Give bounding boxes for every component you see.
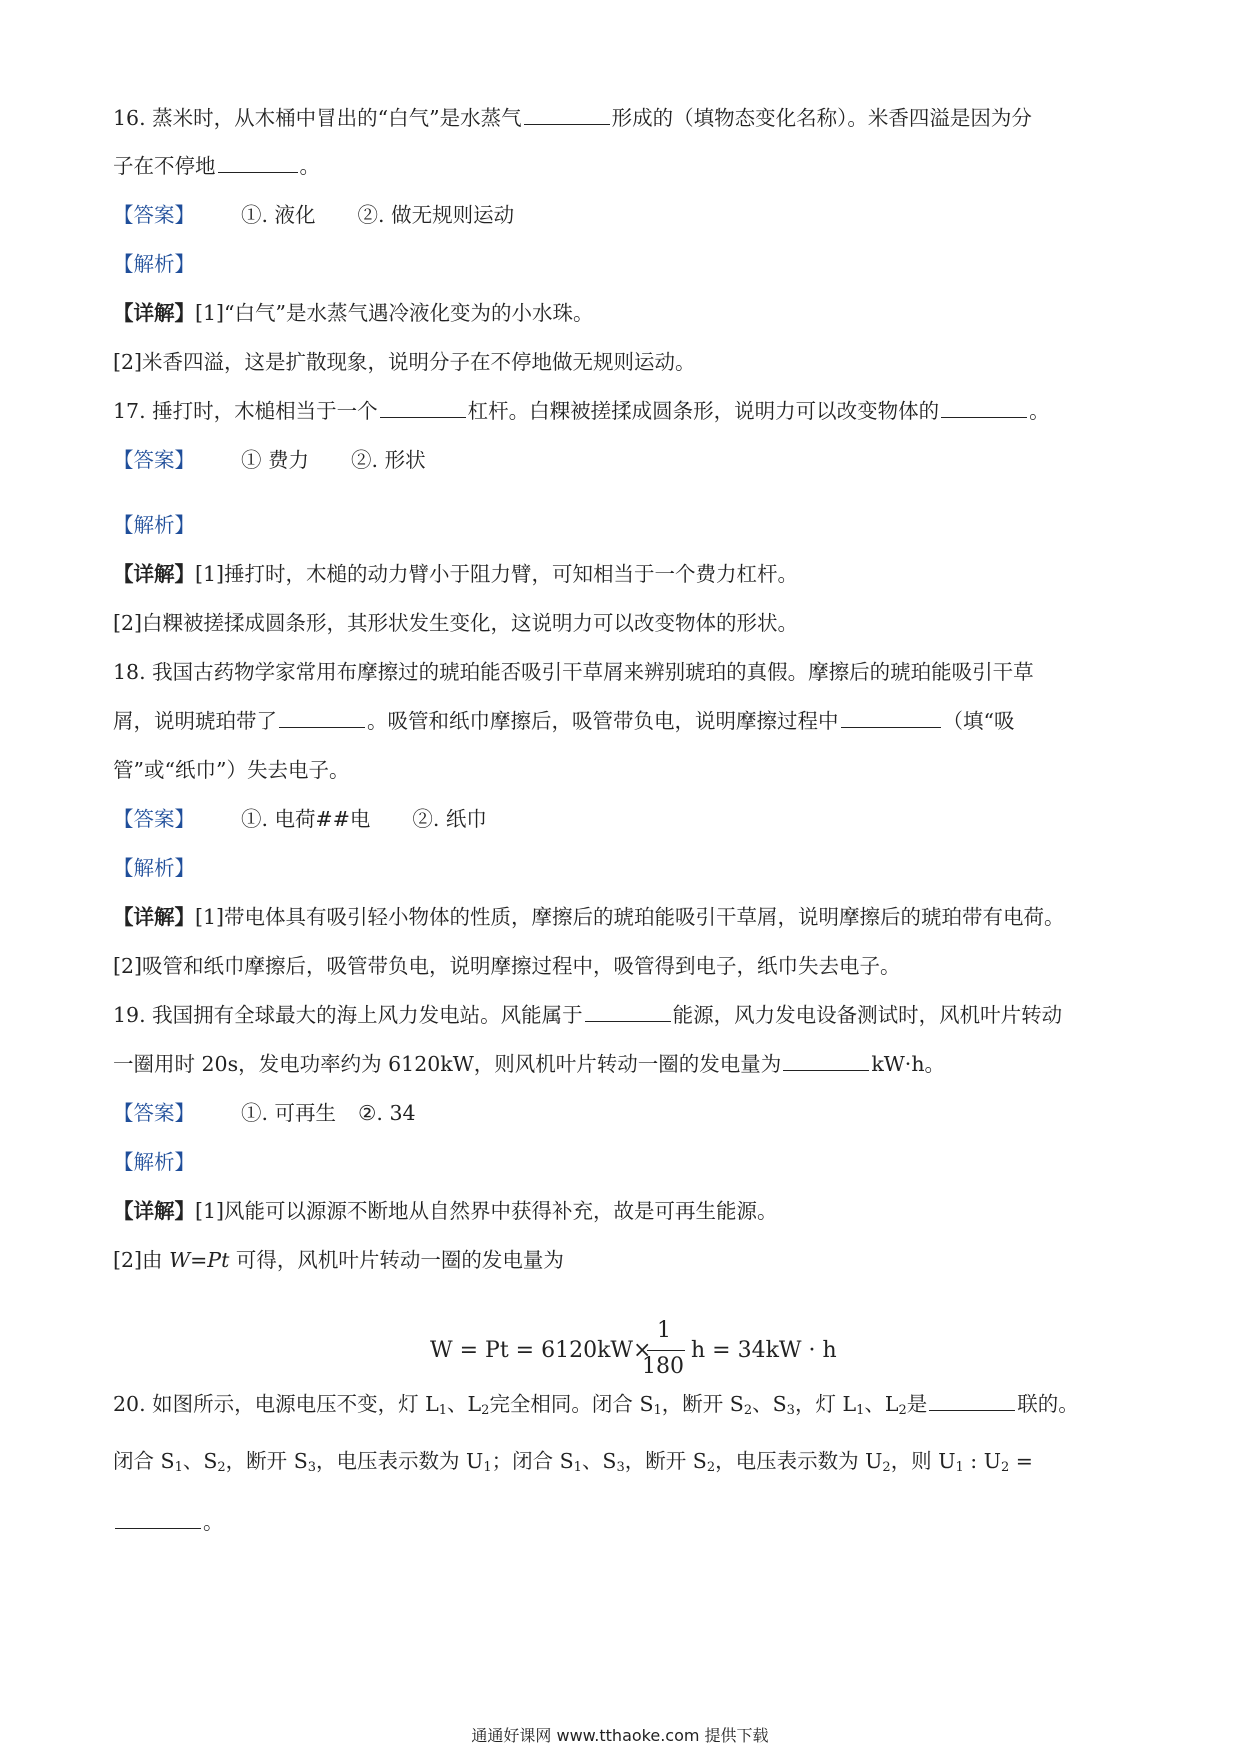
q16-detail-2: [2]米香四溢，这是扩散现象，说明分子在不停地做无规则运动。 [113,350,696,374]
q18-blank-2 [841,707,941,728]
q16-stem-line2: 子在不停地 。 [113,154,320,178]
q17-detail-2: [2]白粿被搓揉成圆条形，其形状发生变化，这说明力可以改变物体的形状。 [113,611,799,635]
q16-answer: 【答案】 ①. 液化 ②. 做无规则运动 [113,203,515,227]
formula-denominator: 180 [642,1354,684,1379]
q16-blank-1 [524,104,610,125]
q17-blank-2 [941,397,1027,418]
formula-numerator: 1 [657,1318,671,1343]
q18-blank-1 [279,707,365,728]
formula-fraction-bar [647,1350,685,1351]
q19-detail-1: 【详解】[1]风能可以源源不断地从自然界中获得补充，故是可再生能源。 [113,1199,778,1223]
q20-stem-line3: 。 [113,1507,224,1537]
q18-detail-2: [2]吸管和纸巾摩擦后，吸管带负电，说明摩擦过程中，吸管得到电子，纸巾失去电子。 [113,954,901,978]
q16-blank-2 [218,152,298,173]
q19-stem-line2: 一圈用时 20s，发电功率约为 6120kW，则风机叶片转动一圈的发电量为 kW·h。 [113,1052,946,1076]
q20-stem-line2: 闭合 $S_1$、$S_2$，断开 $S_3$，电压表示数为 $U_1$；闭合 $S_1$、$S_3$，断开 $S_2$，电压表示数为 $U_2$，则 $U_1$ : $U_2$ = [113,1449,1033,1475]
q17-analysis-tag: 【解析】 [113,513,195,537]
q17-detail-1: 【详解】[1]捶打时，木槌的动力臂小于阻力臂，可知相当于一个费力杠杆。 [113,562,799,586]
q18-stem-line3: 管”或“纸巾”）失去电子。 [113,758,350,782]
q17-blank-1 [380,397,466,418]
q19-stem-line1: 19. 我国拥有全球最大的海上风力发电站。风能属于 能源，风力发电设备测试时，风机叶片转动 [113,1003,1063,1027]
q19-detail-2: [2]由 W=Pt 可得，风机叶片转动一圈的发电量为 [113,1248,564,1272]
q19-answer: 【答案】 ①. 可再生 ②. 34 [113,1101,416,1125]
q20-blank-1 [929,1390,1015,1411]
formula-left: W = Pt = 6120kW× [430,1338,652,1363]
q17-answer: 【答案】 ① 费力 ②. 形状 [113,448,426,472]
q16-detail-1: 【详解】[1]“白气”是水蒸气遇冷液化变为的小水珠。 [113,301,594,325]
q18-analysis-tag: 【解析】 [113,856,195,880]
q20-blank-2 [115,1508,201,1529]
q16-stem-line1: 16. 蒸米时，从木桶中冒出的“白气”是水蒸气 形成的（填物态变化名称）。米香四溢是因为分 [113,106,1032,130]
formula-right: h = 34kW · h [691,1338,837,1363]
page-footer: 通通好课网 www.tthaoke.com 提供下载 [471,1726,769,1745]
q20-stem-line1: 20. 如图所示，电源电压不变，灯 $L_1$、$L_2$完全相同。闭合 $S_1$，断开 $S_2$、$S_3$，灯 $L_1$、$L_2$是 联的。 [113,1392,1079,1418]
q19-energy-formula [430,1318,837,1390]
q18-detail-1: 【详解】[1]带电体具有吸引轻小物体的性质，摩擦后的琥珀能吸引干草屑，说明摩擦后的琥珀带有电荷。 [113,905,1065,929]
q17-stem-line1: 17. 捶打时，木槌相当于一个 杠杆。白粿被搓揉成圆条形，说明力可以改变物体的 。 [113,399,1050,423]
q19-blank-1 [585,1001,671,1022]
q16-analysis-tag: 【解析】 [113,252,195,276]
q19-analysis-tag: 【解析】 [113,1150,195,1174]
q18-answer: 【答案】 ①. 电荷##电 ②. 纸巾 [113,807,487,831]
q18-stem-line1: 18. 我国古药物学家常用布摩擦过的琥珀能否吸引干草屑来辨别琥珀的真假。摩擦后的琥珀能吸引干草 [113,660,1034,684]
q18-stem-line2: 屑，说明琥珀带了 。吸管和纸巾摩擦后，吸管带负电，说明摩擦过程中 （填“吸 [113,709,1015,733]
q19-blank-2 [783,1050,869,1071]
